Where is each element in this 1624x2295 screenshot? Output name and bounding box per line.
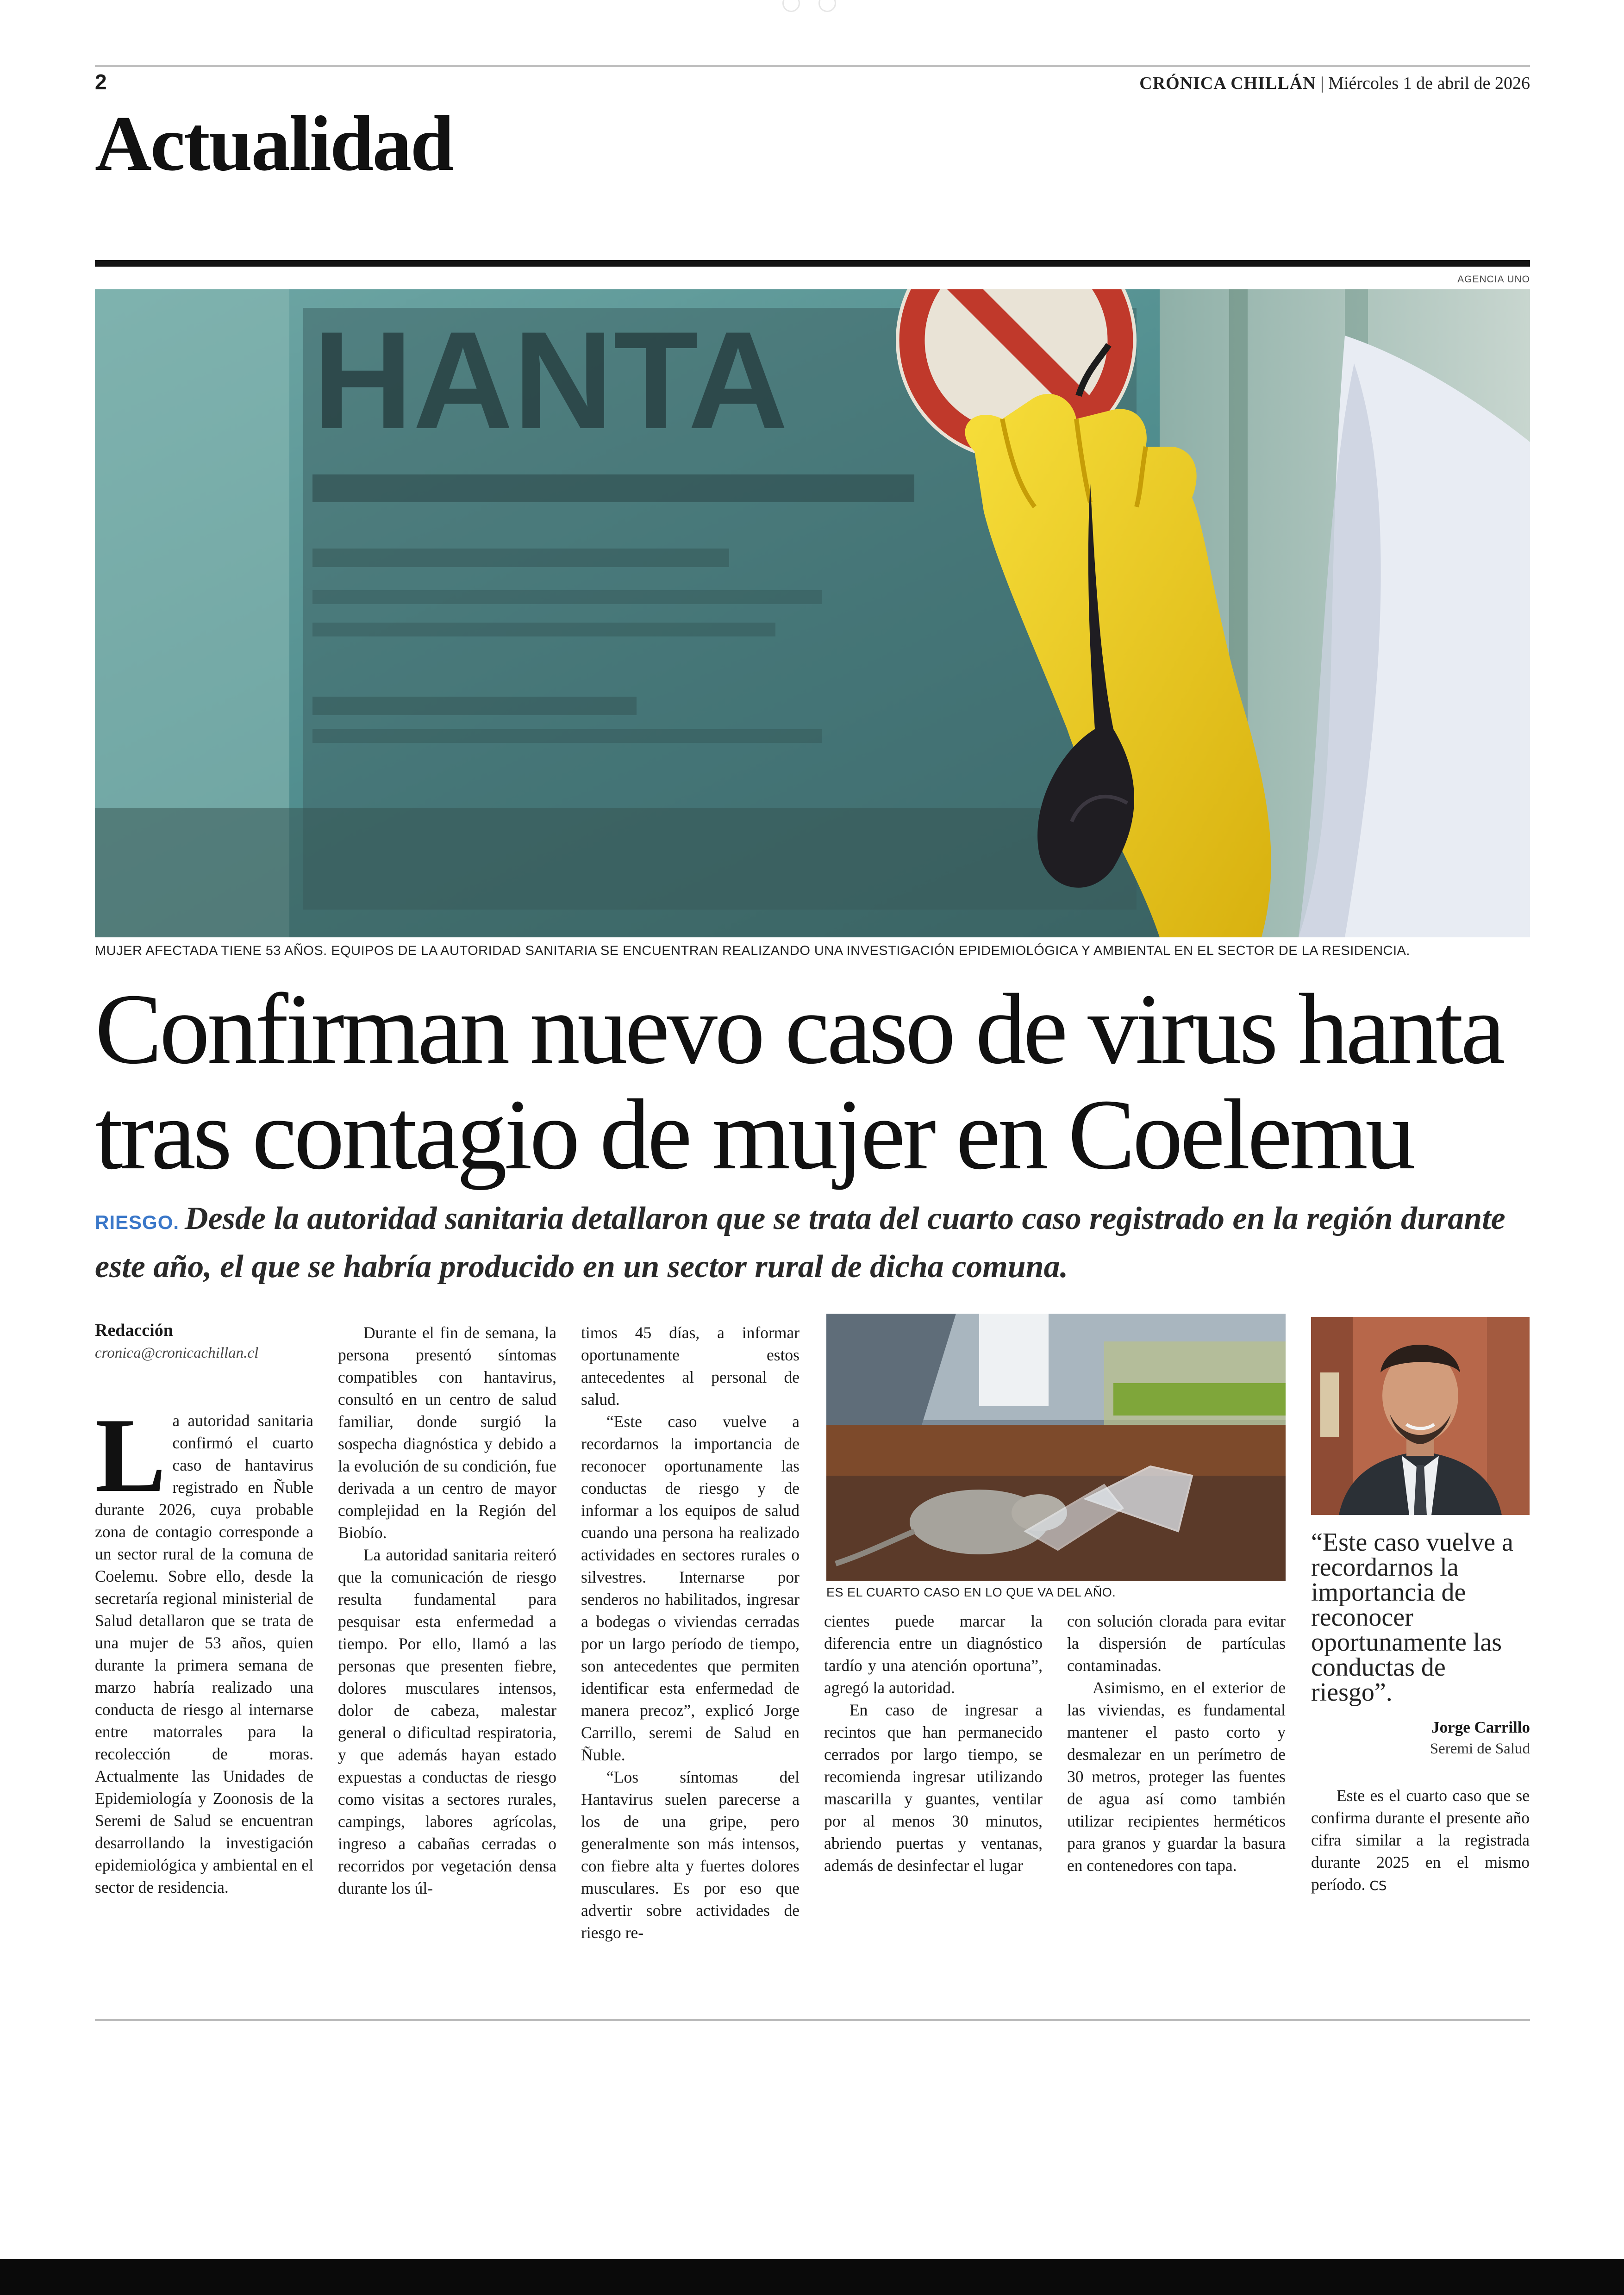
deck-text: Desde la autoridad sanitaria detallaron que se trata del cuarto caso registrado en la región durante este año, el que se habría producido en un sector rural de dicha comuna. [95,1201,1505,1285]
article-deck [95,1197,1530,1289]
drop-cap: L [95,1396,166,1514]
viewer-bottom-bar [0,2259,1624,2295]
main-photo-caption: MUJER AFECTADA TIENE 53 AÑOS. EQUIPOS DE LA AUTORIDAD SANITARIA SE ENCUENTRAN REALIZANDO UNA INVESTIGACIÓN EPIDEMIOLÓGICA Y AMBIENTAL EN EL SECTOR DE LA RESIDENCIA. [95,943,1410,958]
page-nav-dots [782,0,843,14]
paragraph: La autoridad sanitaria reiteró que la comunicación de riesgo resulta fundamental para pesquisar esta enfermedad a tiempo. Por ello, llamó a las personas que presenten fiebre, dolores musculares intensos, dolor de cabeza, malestar general o dificultad respiratoria, y que además hayan estado expuestas a conductas de riesgo como visitas a sectores rurales, campings, labores agrícolas, ingreso a cabañas cerradas o recorridos por vegetación densa durante los úl- [338,1546,556,1897]
pull-quote: “Este caso vuelve a recordarnos la importancia de reconocer oportunamente las conductas de riesgo”. [1311,1528,1513,1707]
kicker-label: RIESGO. [95,1211,180,1233]
article-headline [95,973,1539,1191]
article-column-3 [581,1322,800,1944]
end-mark-icon: CS [1369,1878,1387,1893]
section-rule [95,260,1530,267]
article-column-2 [338,1322,556,1899]
paragraph: timos 45 días, a informar oportunamente estos antecedentes al personal de salud. [581,1323,800,1409]
rat-photo-caption: ES EL CUARTO CASO EN LO QUE VA DEL AÑO. [826,1585,1116,1599]
rat-photo [826,1314,1286,1581]
sign-text: HANTA [312,302,788,458]
article-column-4 [824,1610,1043,1877]
headline-line-2: tras contagio de mujer en Coelemu [95,1079,1413,1191]
paragraph: En caso de ingresar a recintos que han permanecido cerrados por largo tiempo, se recomienda ingresar utilizando mascarilla y guantes, ventilar por al menos 30 minutos, abriendo puertas y ventanas, además de desinfectar el lugar [824,1701,1043,1875]
rat-photo-illustration [826,1314,1286,1581]
byline-email[interactable]: cronica@cronicachillan.cl [95,1345,259,1361]
paragraph: La autoridad sanitaria confirmó el cuarto caso de hantavirus registrado en Ñuble durante 2026, cuya probable zona de contagio corresponde a un sector rural de la comuna de Coelemu. Sobre ello, desde la secretaría regional ministerial de Salud detallaron que se trata de una mujer de 53 años, quien durante la primera semana de marzo habría realizado una conducta de riesgo al internarse entre matorrales para la recolección de moras. Actualmente las Unidades de Epidemiología y Zoonosis de la Seremi de Salud se encuentran desarrollando la investigación epidemiológica y ambiental en el sector de residencia. [95,1396,313,1896]
quote-author-name: Jorge Carrillo [1431,1718,1530,1736]
official-portrait [1311,1317,1530,1515]
article-column-6 [1311,1784,1530,1897]
main-photo [95,289,1530,937]
page-bottom-rule [95,2019,1530,2021]
paragraph: cientes puede marcar la diferencia entre un diagnóstico tardío y una atención oportuna”, agregó la autoridad. [824,1612,1043,1697]
main-photo-illustration [95,289,1530,937]
header-top-rule [95,65,1530,67]
paragraph: Durante el fin de semana, la persona presentó síntomas compatibles con hantavirus, consultó en un centro de salud familiar, donde surgió la sospecha diagnóstica y debido a la evolución de su condición, fue derivada a un centro de mayor complejidad en la Región del Biobío. [338,1323,556,1542]
paragraph: con solución clorada para evitar la dispersión de partículas contaminadas. [1067,1612,1286,1675]
photo-credit: AGENCIA UNO [1457,274,1530,285]
paragraph: Este es el cuarto caso que se confirma durante el presente año cifra similar a la registrada durante 2025 en el mismo período. CS [1311,1786,1530,1894]
article-column-1 [95,1396,313,1898]
headline-line-1: Confirman nuevo caso de virus hanta [95,973,1503,1085]
paragraph: “Este caso vuelve a recordarnos la importancia de reconocer oportunamente las conductas de riesgo y de informar a los equipos de salud cuando una persona ha realizado actividades en sectores rurales o silvestres. Internarse por senderos no habilitados, ingresar a bodegas o viviendas cerradas por un largo período de tiempo, son antecedentes que permiten identificar esta enfermedad de manera precoz”, explicó Jorge Carrillo, seremi de Salud en Ñuble. [581,1412,800,1764]
publication-date: Miércoles 1 de abril de 2026 [1328,74,1530,93]
paragraph: “Los síntomas del Hantavirus suelen parecerse a los de una gripe, pero generalmente son más intensos, con fiebre alta y fuertes dolores musculares. Es por eso que advertir sobre actividades de riesgo re- [581,1768,800,1942]
byline-name: Redacción [95,1321,173,1340]
publication-name: CRÓNICA CHILLÁN [1139,74,1316,93]
paragraph: Asimismo, en el exterior de las viviendas, es fundamental mantener el pasto corto y desmalezar en un perímetro de 30 metros, proteger las fuentes de agua así como también utilizar recipientes herméticos para granos y guardar la basura en contenedores con tapa. [1067,1678,1286,1875]
portrait-illustration [1311,1317,1530,1515]
masthead: CRÓNICA CHILLÁN | Miércoles 1 de abril de 2026 [1139,74,1530,93]
article-column-5 [1067,1610,1286,1877]
quote-author-role: Seremi de Salud [1430,1740,1530,1757]
page-number: 2 [95,70,107,94]
section-title: Actualidad [95,100,453,187]
